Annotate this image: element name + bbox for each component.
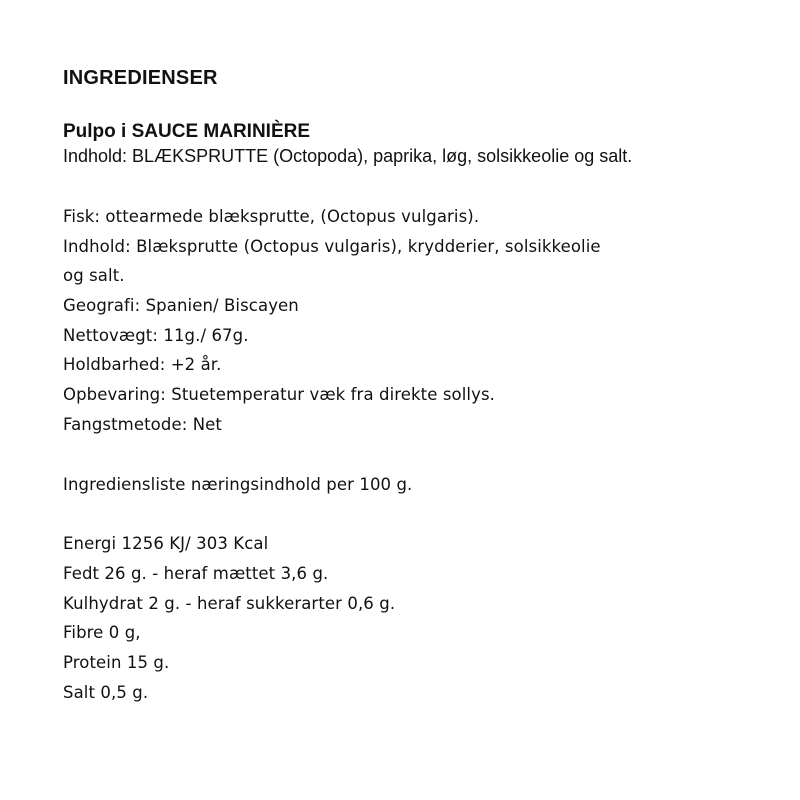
nutrition-carbohydrate: Kulhydrat 2 g. - heraf sukkerarter 0,6 g. <box>63 594 396 613</box>
net-weight: Nettovægt: 11g./ 67g. <box>63 326 249 345</box>
nutrition-salt: Salt 0,5 g. <box>63 683 149 702</box>
page-title: INGREDIENSER <box>63 67 218 89</box>
nutrition-energy: Energi 1256 KJ/ 303 Kcal <box>63 534 269 553</box>
catch-method: Fangstmetode: Net <box>63 415 222 434</box>
storage-instructions: Opbevaring: Stuetemperatur væk fra direkte sollys. <box>63 385 496 404</box>
geography: Geografi: Spanien/ Biscayen <box>63 296 299 315</box>
product-contents: Indhold: BLÆKSPRUTTE (Octopoda), paprika, løg, solsikkeolie og salt. <box>63 146 633 166</box>
fish-species: Fisk: ottearmede blæksprutte, (Octopus vulgaris). <box>63 207 480 226</box>
nutrition-title: Ingrediensliste næringsindhold per 100 g. <box>63 475 413 494</box>
nutrition-fibre: Fibre 0 g, <box>63 623 141 642</box>
ingredients-line-1: Indhold: Blæksprutte (Octopus vulgaris), krydderier, solsikkeolie <box>63 237 601 256</box>
product-title: Pulpo i SAUCE MARINIÈRE <box>63 121 311 142</box>
nutrition-protein: Protein 15 g. <box>63 653 170 672</box>
nutrition-fat: Fedt 26 g. - heraf mættet 3,6 g. <box>63 564 329 583</box>
ingredients-line-2: og salt. <box>63 266 125 285</box>
shelf-life: Holdbarhed: +2 år. <box>63 355 222 374</box>
